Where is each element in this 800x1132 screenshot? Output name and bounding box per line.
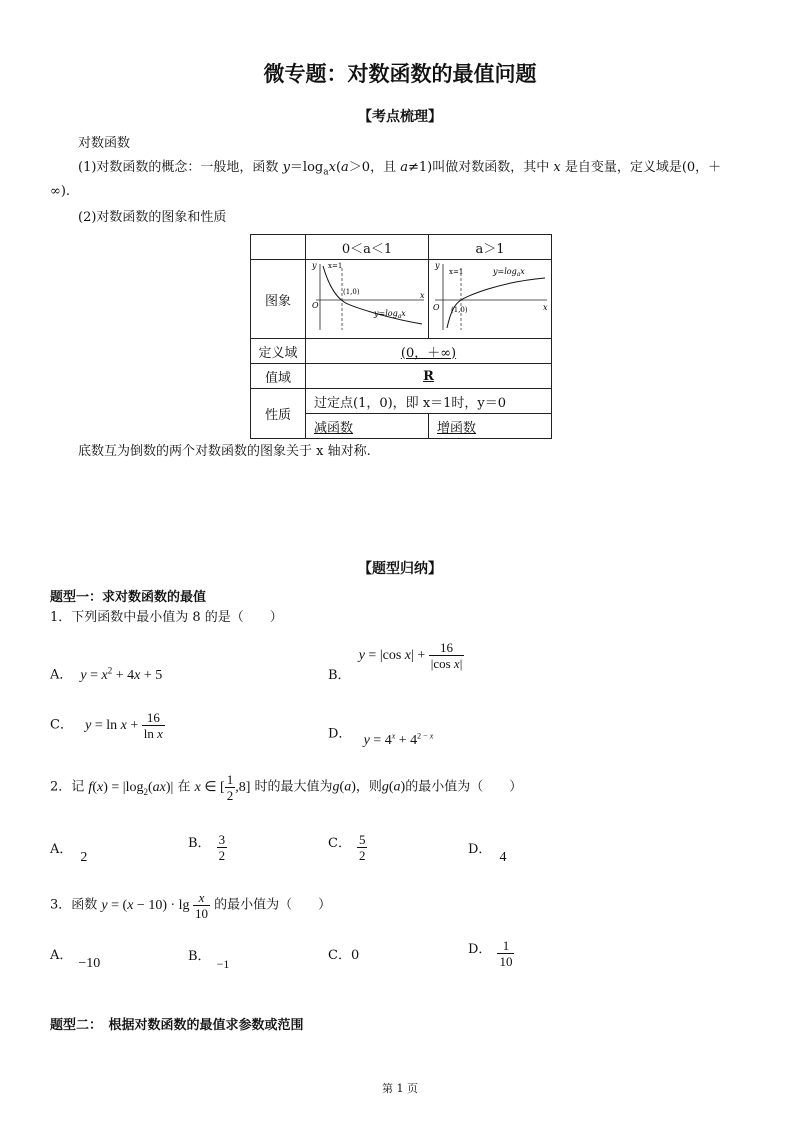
axis-y-label: y xyxy=(435,261,440,270)
log-graph-increasing xyxy=(429,260,551,334)
row-label-range: 值域 xyxy=(251,364,306,389)
x-eq-1-label: x=1 xyxy=(449,268,464,276)
log-graph-decreasing xyxy=(306,260,428,334)
curve-label: $y=\log_ax$ xyxy=(493,267,525,278)
q3-option-c: C．0 xyxy=(328,948,360,963)
q1-option-c: C． y = ln x + $\frac{16}{\text{ln x}}$ xyxy=(50,710,163,741)
q3-option-b: B． −1 xyxy=(188,949,230,971)
graph-decreasing xyxy=(306,260,429,339)
row-label-graph: 图象 xyxy=(251,260,306,339)
range-value: R xyxy=(306,364,552,389)
graph-increasing xyxy=(429,260,552,339)
fixed-point-text: 过定点(1，0)，即 x＝1时，y＝0 xyxy=(306,389,552,414)
type1-heading: 题型一：求对数函数的最值 xyxy=(50,590,207,605)
origin-label: O xyxy=(433,303,440,312)
graph-heading: (2)对数函数的图象和性质 xyxy=(78,210,227,225)
axis-x-label: x xyxy=(543,303,548,312)
q1-option-a: A． $y = x^2 + 4x + 5$ xyxy=(50,665,163,683)
axis-x-label: x xyxy=(420,291,425,300)
q1-stem: 1．下列函数中最小值为 8 的是（ ） xyxy=(50,610,283,625)
point-label: (1,0) xyxy=(451,306,468,314)
domain-value: (0，＋∞) xyxy=(306,339,552,364)
section-heading-types: 【题型归纳】 xyxy=(358,561,442,577)
x-eq-1-label: x=1 xyxy=(328,262,343,270)
q3-stem: 3．函数 y = (x − 10) · lg $\frac{x}{10}$ 的最小值为（ ） xyxy=(50,890,332,921)
axis-y-label: y xyxy=(312,261,317,270)
q1-option-b: B． y = |cos x| + $\frac{16}{\text{|cos x|}}$ xyxy=(328,640,463,683)
curve-label: $y=\log_ax$ xyxy=(374,309,406,320)
row-label-domain: 定义域 xyxy=(251,339,306,364)
increasing-label: 增函数 xyxy=(429,414,552,439)
q2-option-a: A．2 xyxy=(50,842,88,865)
q3-option-a: A．−10 xyxy=(50,948,101,971)
page-title: 微专题：对数函数的最值问题 xyxy=(263,62,537,86)
decreasing-label: 减函数 xyxy=(306,414,429,439)
q2-stem: 2．记 $f(x) = |\log_2(ax)|$ 在 x ∈ [ $\frac{1}{2}$ ,8] 时的最大值为g(a)，则g(a)的最小值为（ ） xyxy=(50,772,523,803)
q2-option-c: C． $\frac{5}{2}$ xyxy=(328,832,366,863)
header-a-lt-1: 0＜a＜1 xyxy=(306,235,429,260)
q2-option-b: B． $\frac{3}{2}$ xyxy=(188,832,226,863)
topic-heading: 对数函数 xyxy=(78,136,131,151)
origin-label: O xyxy=(312,301,319,310)
type2-heading: 题型二： 根据对数函数的最值求参数或范围 xyxy=(50,1018,304,1033)
point-label: (1,0) xyxy=(343,288,360,296)
row-label-props: 性质 xyxy=(251,389,306,439)
q3-option-d: D． $\frac{1}{10}$ xyxy=(468,938,513,969)
header-a-gt-1: a＞1 xyxy=(429,235,552,260)
note-text: 底数互为倒数的两个对数函数的图象关于 x 轴对称. xyxy=(78,444,371,459)
page-footer: 第 1 页 xyxy=(382,1082,418,1095)
q1-option-d: D． $y = 4^x + 4^{2 - x}$ xyxy=(328,726,434,748)
concept-paragraph-cont: ∞). xyxy=(50,184,71,199)
concept-paragraph: (1)对数函数的概念：一般地，函数 $y=\log_ax(a>0$，且 a≠1)叫做对数函数，其中 x 是自变量，定义域是(0，＋ xyxy=(78,160,722,178)
q2-option-d: D．4 xyxy=(468,842,507,865)
properties-table xyxy=(250,234,552,439)
section-heading-review: 【考点梳理】 xyxy=(358,109,442,125)
